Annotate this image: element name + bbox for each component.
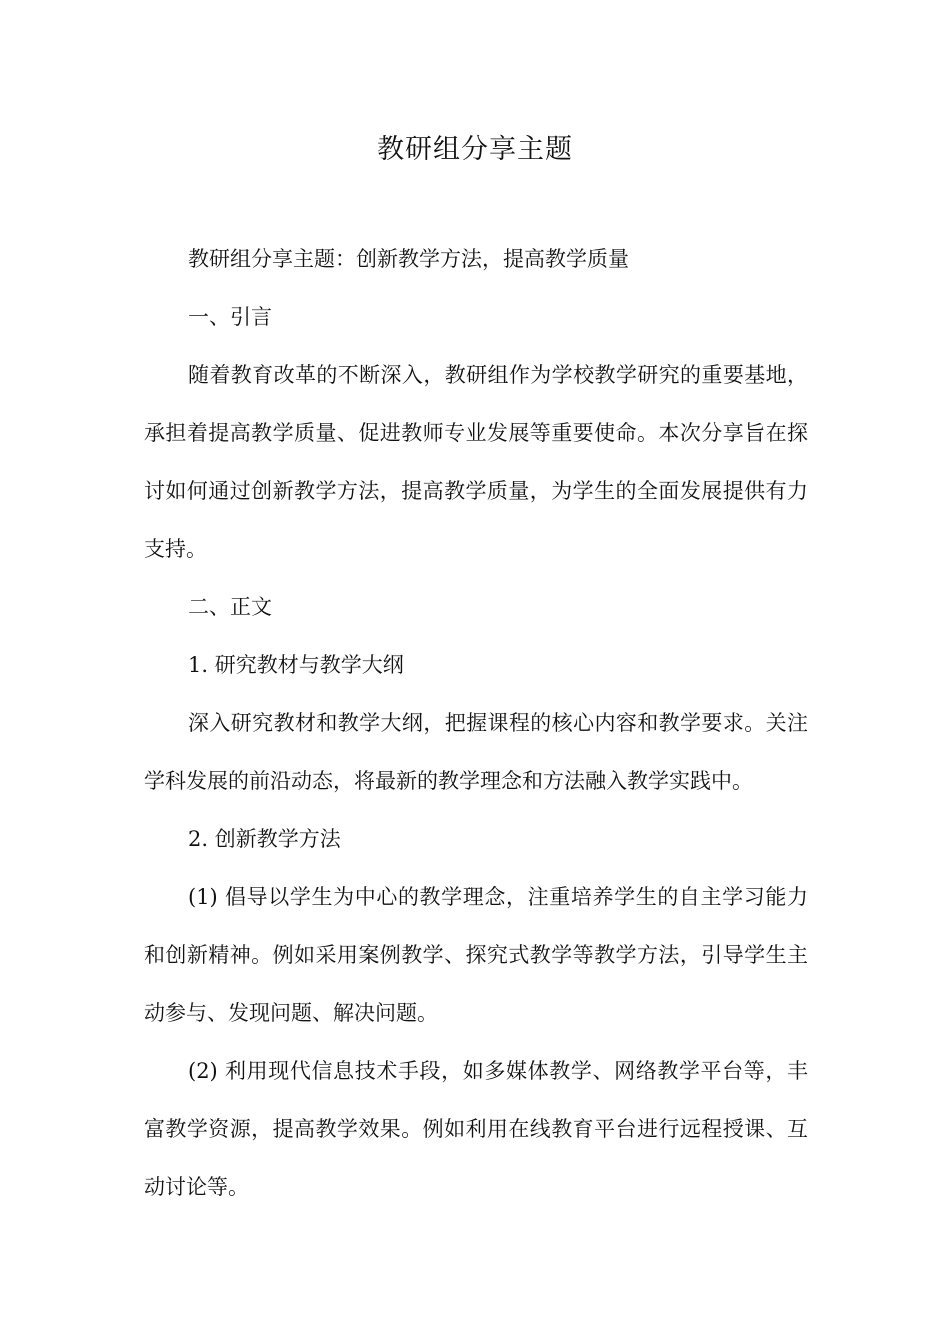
paragraph-study-materials: 深入研究教材和教学大纲，把握课程的核心内容和教学要求。关注学科发展的前沿动态，将最新的教学理念和方法融入教学实践中。 bbox=[144, 711, 808, 793]
heading-introduction: 一、引言 bbox=[188, 305, 272, 329]
paragraph-topic: 教研组分享主题：创新教学方法，提高教学质量 bbox=[188, 247, 629, 271]
document-body bbox=[144, 230, 808, 1216]
document-title: 教研组分享主题 bbox=[377, 134, 573, 165]
paragraph-student-centered: (1) 倡导以学生为中心的教学理念，注重培养学生的自主学习能力和创新精神。例如采用案例教学、探究式教学等教学方法，引导学生主动参与、发现问题、解决问题。 bbox=[144, 885, 808, 1025]
paragraph-information-technology: (2) 利用现代信息技术手段，如多媒体教学、网络教学平台等，丰富教学资源，提高教学效果。例如利用在线教育平台进行远程授课、互动讨论等。 bbox=[144, 1059, 808, 1199]
subheading-study-materials: 1. 研究教材与教学大纲 bbox=[188, 653, 404, 677]
heading-main-text: 二、正文 bbox=[188, 595, 272, 619]
subheading-innovative-methods: 2. 创新教学方法 bbox=[188, 827, 341, 851]
paragraph-introduction: 随着教育改革的不断深入，教研组作为学校教学研究的重要基地，承担着提高教学质量、促进教师专业发展等重要使命。本次分享旨在探讨如何通过创新教学方法，提高教学质量，为学生的全面发展提供有力支持。 bbox=[144, 363, 808, 561]
